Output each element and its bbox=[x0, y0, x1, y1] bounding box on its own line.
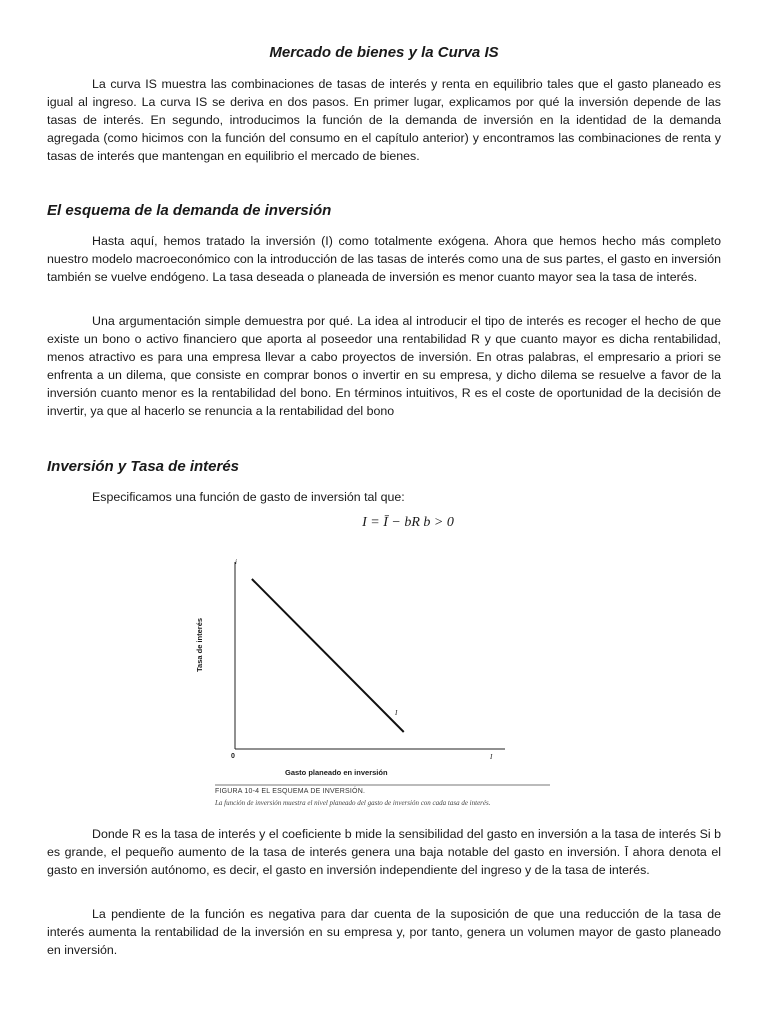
figure-description: La función de inversión muestra el nivel planeado del gasto de inversión con cada tasa de interés. bbox=[215, 799, 491, 807]
paragraph-intro: La curva IS muestra las combinaciones de tasas de interés y renta en equilibrio tales que el gasto planeado es igual al ingreso. La curva IS se deriva en dos pasos. En primer lugar, explicamos por qué la inversión depende de las tasas de interés. En segundo, introducimos la función de la demanda de inversión en la identidad de la demanda agregada (como hicimos con la función del consumo en el capítulo anterior) y encontramos las combinaciones de renta y tasas de interés que mantengan en equilibrio el mercado de bienes. bbox=[47, 77, 721, 163]
investment-schedule-line bbox=[252, 579, 404, 732]
y-axis-title: Tasa de interés bbox=[195, 617, 204, 672]
y-axis-top-label: i bbox=[235, 558, 237, 566]
paragraph-exogenous: Hasta aquí, hemos tratado la inversión (I) como totalmente exógena. Ahora que hemos hecho más completo nuestro modelo macroeconómico con la introducción de las tasas de interés como una de sus partes, el gasto en inversión también se vuelve endógeno. La tasa deseada o planeada de inversión es menor cuanto mayor sea la tasa de interés. bbox=[47, 234, 721, 284]
investment-schedule-figure bbox=[195, 552, 555, 822]
paragraph-specification: Especificamos una función de gasto de inversión tal que: bbox=[92, 490, 405, 504]
paragraph-argument: Una argumentación simple demuestra por qué. La idea al introducir el tipo de interés es recoger el hecho de que existe un bono o activo financiero que aporta al poseedor una rentabilidad R y que cuanto mayor es dicha rentabilidad, menos atractivo es para una empresa llevar a cabo proyectos de inversión. En otras palabras, el empresario a priori se enfrenta a un dilema, que consiste en comprar bonos o invertir en su empresa, y dicho dilema se resuelve a favor de la inversión cuanto menor es la rentabilidad del bono. En términos intuitivos, R es el coste de oportunidad de la decisión de invertir, ya que al hacerlo se renuncia a la rentabilidad del bono bbox=[47, 314, 721, 418]
caption-rule bbox=[205, 784, 555, 786]
section-heading-investment-demand: El esquema de la demanda de inversión bbox=[47, 202, 332, 219]
section-heading-investment-rate: Inversión y Tasa de interés bbox=[47, 458, 240, 475]
line-end-label: I bbox=[395, 709, 398, 717]
x-axis-end-label: I bbox=[490, 753, 493, 761]
origin-label: 0 bbox=[231, 753, 235, 760]
figure-caption: FIGURA 10-4 EL ESQUEMA DE INVERSIÓN. bbox=[215, 788, 366, 795]
investment-equation: I = Ī − bR b > 0 bbox=[362, 515, 454, 530]
x-axis-title: Gasto planeado en inversión bbox=[285, 768, 388, 777]
paragraph-slope: La pendiente de la función es negativa para dar cuenta de la suposición de que una reducción de la tasa de interés aumenta la rentabilidad de la inversión en su empresa y, por tanto, genera un volumen mayor de gasto planeado en inversión. bbox=[47, 907, 721, 957]
page-title: Mercado de bienes y la Curva IS bbox=[269, 44, 499, 61]
paragraph-definition: Donde R es la tasa de interés y el coeficiente b mide la sensibilidad del gasto en inversión a la tasa de interés Si b es grande, el pequeño aumento de la tasa de interés genera una baja notable del gasto en inversión. Ī ahora denota el gasto en inversión autónomo, es decir, el gasto en inversión independiente del ingreso y de la tasa de interés. bbox=[47, 827, 721, 877]
investment-chart bbox=[205, 552, 555, 784]
